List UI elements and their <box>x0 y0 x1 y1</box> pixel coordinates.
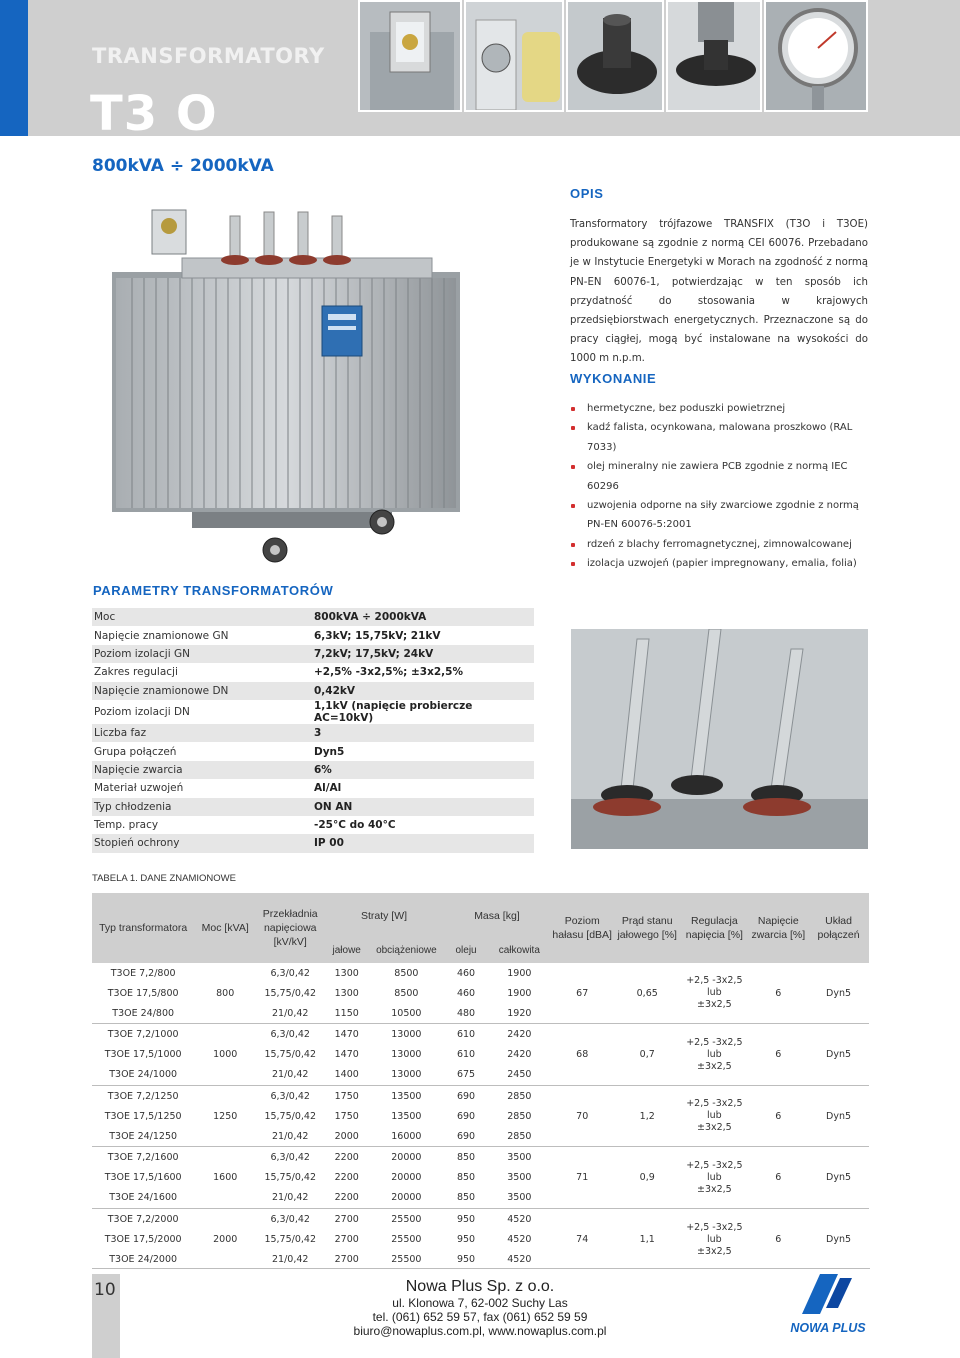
power-range: 800kVA ÷ 2000kVA <box>92 156 274 176</box>
header-accent-bar <box>0 0 28 136</box>
bullet-icon <box>571 562 575 566</box>
cell-typ: T3OE 17,5/1250 <box>104 1110 182 1122</box>
nowa-plus-logo <box>780 1274 876 1340</box>
bullet-icon <box>571 465 575 469</box>
list-item-text: rdzeń z blachy ferromagnetycznej, zimnowalcowanej <box>587 538 852 550</box>
cell-uklad: Dyn5 <box>826 1172 852 1184</box>
param-value: 0,42kV <box>310 682 534 700</box>
cell-prad: 0,9 <box>639 1172 655 1184</box>
opis-heading: OPIS <box>570 186 604 201</box>
cell-jalowe: 1150 <box>334 1007 359 1019</box>
cell-jalowe: 1470 <box>334 1049 359 1061</box>
param-label: Typ chłodzenia <box>92 798 310 816</box>
cell-oleju: 610 <box>456 1029 476 1041</box>
cell-napiecie: 6 <box>775 1172 782 1184</box>
header-photo-3 <box>566 0 664 112</box>
cell-obciazeniowe: 13000 <box>391 1049 422 1061</box>
cell-moc: 800 <box>216 987 235 999</box>
cell-obciazeniowe: 20000 <box>391 1172 422 1184</box>
cell-regulacja: +2,5 -3x2,5 lub ±3x2,5 <box>686 1098 743 1134</box>
param-row <box>92 663 534 681</box>
cell-prad: 1,2 <box>639 1110 655 1122</box>
cell-typ: T3OE 24/1600 <box>109 1192 178 1204</box>
cell-typ: T3OE 17,5/800 <box>107 987 179 999</box>
list-item <box>570 457 870 496</box>
cell-oleju: 950 <box>456 1234 476 1246</box>
cell-obciazeniowe: 13500 <box>391 1090 422 1102</box>
param-value: 6,3kV; 15,75kV; 21kV <box>314 629 441 642</box>
cell-typ: T3OE 17,5/2000 <box>104 1234 182 1246</box>
table-row <box>92 1209 869 1229</box>
col-masa: Masa [kg] <box>444 893 551 939</box>
cell-moc: 1250 <box>213 1110 238 1122</box>
table-caption: TABELA 1. DANE ZNAMIONOWE <box>92 873 236 884</box>
table-row <box>92 1086 869 1106</box>
cell-typ: T3OE 7,2/800 <box>110 967 176 979</box>
cell-calkowita: 2850 <box>507 1110 532 1122</box>
param-value: 7,2kV; 17,5kV; 24kV <box>310 645 534 663</box>
param-label: Napięcie znamionowe GN <box>94 629 229 642</box>
list-item <box>570 418 870 457</box>
cell-calkowita: 2420 <box>507 1029 532 1041</box>
bullet-icon <box>571 543 575 547</box>
param-label: Materiał uzwojeń <box>94 782 184 795</box>
cell-obciazeniowe: 20000 <box>391 1192 422 1204</box>
param-row <box>92 608 534 626</box>
cell-jalowe: 2700 <box>334 1213 359 1225</box>
col-uklad: Układ połączeń <box>808 893 869 963</box>
param-value: 800kVA ÷ 2000kVA <box>310 608 534 626</box>
param-row <box>92 626 534 644</box>
cell-przekladnia: 6,3/0,42 <box>270 1152 310 1164</box>
cell-oleju: 460 <box>456 987 476 999</box>
company-contact: biuro@nowaplus.com.pl, www.nowaplus.com.pl <box>353 1324 607 1338</box>
cell-typ: T3OE 24/2000 <box>109 1254 178 1266</box>
cell-jalowe: 1300 <box>334 987 359 999</box>
cell-przekladnia: 21/0,42 <box>272 1130 309 1142</box>
company-phone: tel. (061) 652 59 57, fax (061) 652 59 59 <box>372 1310 588 1324</box>
cell-poziom: 67 <box>576 987 589 999</box>
param-label: Temp. pracy <box>94 819 159 832</box>
cell-jalowe: 2200 <box>334 1152 359 1164</box>
cell-regulacja: +2,5 -3x2,5 lub ±3x2,5 <box>686 975 743 1011</box>
cell-oleju: 950 <box>456 1213 476 1225</box>
cell-obciazeniowe: 13000 <box>391 1069 422 1081</box>
header-photo-4 <box>666 0 762 112</box>
cell-regulacja: +2,5 -3x2,5 lub ±3x2,5 <box>686 1159 743 1195</box>
param-row <box>92 700 534 724</box>
param-row <box>92 761 534 779</box>
cell-calkowita: 1900 <box>507 987 532 999</box>
cell-przekladnia: 15,75/0,42 <box>264 987 316 999</box>
cell-obciazeniowe: 25500 <box>391 1234 422 1246</box>
cell-calkowita: 1900 <box>507 967 532 979</box>
cell-calkowita: 4520 <box>507 1234 532 1246</box>
cell-obciazeniowe: 8500 <box>394 987 419 999</box>
company-name: Nowa Plus Sp. z o.o. <box>405 1278 555 1295</box>
cell-calkowita: 2850 <box>507 1090 532 1102</box>
cell-calkowita: 1920 <box>507 1007 532 1019</box>
cell-prad: 1,1 <box>639 1234 655 1246</box>
cell-obciazeniowe: 8500 <box>394 967 419 979</box>
col-regulacja: Regulacja napięcia [%] <box>680 893 748 963</box>
cell-oleju: 480 <box>456 1007 476 1019</box>
cell-uklad: Dyn5 <box>826 1110 852 1122</box>
cell-moc: 1600 <box>213 1172 238 1184</box>
page-number: 10 <box>94 1280 116 1300</box>
param-row <box>92 742 534 760</box>
param-value: 6% <box>310 761 534 779</box>
cell-moc: 1000 <box>213 1049 238 1061</box>
table-row <box>92 963 869 983</box>
param-label: Poziom izolacji GN <box>92 645 310 663</box>
cell-calkowita: 3500 <box>507 1172 532 1184</box>
list-item-text: izolacja uzwojeń (papier impregnowany, emalia, folia) <box>587 558 857 570</box>
param-value: Dyn5 <box>314 745 345 758</box>
cell-prad: 0,7 <box>639 1049 655 1061</box>
cell-oleju: 675 <box>456 1069 476 1081</box>
param-row <box>92 724 534 742</box>
cell-oleju: 610 <box>456 1049 476 1061</box>
svg-text:NOWA PLUS: NOWA PLUS <box>790 1321 866 1335</box>
parameters-table <box>92 608 534 853</box>
col-straty: Straty [W] <box>324 893 443 939</box>
cell-obciazeniowe: 25500 <box>391 1254 422 1266</box>
cell-oleju: 850 <box>456 1152 476 1164</box>
transformer-photo <box>92 196 472 568</box>
cell-poziom: 71 <box>576 1172 589 1184</box>
param-value: IP 00 <box>310 834 534 852</box>
header-photo-2 <box>464 0 564 112</box>
cell-calkowita: 2450 <box>507 1069 532 1081</box>
col-jalowe: jałowe <box>324 939 369 963</box>
cell-typ: T3OE 7,2/1000 <box>107 1029 179 1041</box>
param-label: Napięcie znamionowe DN <box>92 682 310 700</box>
list-item-text: kadź falista, ocynkowana, malowana proszkowo (RAL 7033) <box>587 422 853 453</box>
cell-jalowe: 1750 <box>334 1090 359 1102</box>
cell-poziom: 74 <box>576 1234 589 1246</box>
cell-przekladnia: 6,3/0,42 <box>270 967 310 979</box>
header-photo-gauge <box>764 0 868 112</box>
param-row <box>92 834 534 852</box>
cell-calkowita: 2420 <box>507 1049 532 1061</box>
param-value: ON AN <box>310 798 534 816</box>
cell-typ: T3OE 7,2/2000 <box>107 1213 179 1225</box>
cell-przekladnia: 21/0,42 <box>272 1007 309 1019</box>
cell-calkowita: 4520 <box>507 1254 532 1266</box>
cell-oleju: 850 <box>456 1172 476 1184</box>
footer-divider <box>92 1268 870 1269</box>
param-value: 1,1kV (napięcie probiercze AC=10kV) <box>314 699 473 724</box>
cell-oleju: 950 <box>456 1254 476 1266</box>
header-photo-1 <box>358 0 462 112</box>
param-label: Moc <box>92 608 310 626</box>
section-label: TRANSFORMATORY <box>92 44 325 68</box>
cell-jalowe: 1300 <box>334 967 359 979</box>
col-przekladnia: Przekładnia napięciowa [kV/kV] <box>256 893 324 963</box>
list-item <box>570 496 870 515</box>
param-value: 3 <box>310 724 534 742</box>
cell-calkowita: 3500 <box>507 1192 532 1204</box>
cell-uklad: Dyn5 <box>826 1049 852 1061</box>
rating-data-table <box>92 893 869 1270</box>
param-label: Poziom izolacji DN <box>94 705 190 718</box>
cell-przekladnia: 6,3/0,42 <box>270 1213 310 1225</box>
cell-calkowita: 2850 <box>507 1130 532 1142</box>
page-title: T3 O <box>90 86 218 142</box>
parametry-heading: PARAMETRY TRANSFORMATORÓW <box>93 583 334 598</box>
cell-typ: T3OE 17,5/1600 <box>104 1172 182 1184</box>
param-row <box>92 816 534 834</box>
company-address: ul. Klonowa 7, 62-002 Suchy Las <box>392 1296 568 1310</box>
cell-obciazeniowe: 16000 <box>391 1130 422 1142</box>
cell-przekladnia: 15,75/0,42 <box>264 1172 316 1184</box>
cell-oleju: 690 <box>456 1130 476 1142</box>
param-label: Napięcie zwarcia <box>92 761 310 779</box>
cell-oleju: 460 <box>456 967 476 979</box>
param-value: Al/Al <box>314 782 342 795</box>
cell-oleju: 850 <box>456 1192 476 1204</box>
cell-napiecie: 6 <box>775 1049 782 1061</box>
param-row <box>92 645 534 663</box>
cell-typ: T3OE 7,2/1250 <box>107 1090 179 1102</box>
param-value: -25°C do 40°C <box>314 819 396 832</box>
col-typ: Typ transformatora <box>92 893 194 963</box>
wykonanie-list <box>570 399 870 574</box>
cell-typ: T3OE 24/1000 <box>109 1069 178 1081</box>
cell-obciazeniowe: 13500 <box>391 1110 422 1122</box>
cell-jalowe: 2700 <box>334 1234 359 1246</box>
cell-prad: 0,65 <box>636 987 658 999</box>
list-item <box>570 554 870 573</box>
cell-jalowe: 1470 <box>334 1029 359 1041</box>
col-oleju: oleju <box>444 939 489 963</box>
cell-przekladnia: 15,75/0,42 <box>264 1110 316 1122</box>
cell-calkowita: 4520 <box>507 1213 532 1225</box>
cell-przekladnia: 6,3/0,42 <box>270 1029 310 1041</box>
cell-jalowe: 2200 <box>334 1192 359 1204</box>
cell-jalowe: 2700 <box>334 1254 359 1266</box>
bullet-icon <box>571 407 575 411</box>
cell-przekladnia: 15,75/0,42 <box>264 1234 316 1246</box>
cell-obciazeniowe: 13000 <box>391 1029 422 1041</box>
cell-typ: T3OE 17,5/1000 <box>104 1049 182 1061</box>
cell-regulacja: +2,5 -3x2,5 lub ±3x2,5 <box>686 1221 743 1257</box>
col-moc: Moc [kVA] <box>194 893 256 963</box>
cell-poziom: 68 <box>576 1049 589 1061</box>
list-item-text: uzwojenia odporne na siły zwarciowe zgodnie z normą <box>587 500 859 512</box>
list-item-continuation <box>570 515 870 534</box>
list-item-text: PN-EN 60076-5:2001 <box>587 519 692 531</box>
cell-obciazeniowe: 10500 <box>391 1007 422 1019</box>
cell-oleju: 690 <box>456 1110 476 1122</box>
cell-przekladnia: 15,75/0,42 <box>264 1049 316 1061</box>
cell-przekladnia: 21/0,42 <box>272 1254 309 1266</box>
cell-jalowe: 2200 <box>334 1172 359 1184</box>
param-row <box>92 682 534 700</box>
bullet-icon <box>571 504 575 508</box>
cell-napiecie: 6 <box>775 987 782 999</box>
cell-moc: 2000 <box>213 1234 238 1246</box>
col-calkowita: całkowita <box>488 939 550 963</box>
cell-jalowe: 1400 <box>334 1069 359 1081</box>
wykonanie-heading: WYKONANIE <box>570 371 657 386</box>
col-napiecie: Napięcie zwarcia [%] <box>748 893 808 963</box>
cell-przekladnia: 6,3/0,42 <box>270 1090 310 1102</box>
cell-przekladnia: 21/0,42 <box>272 1069 309 1081</box>
table-row <box>92 1025 869 1045</box>
cell-przekladnia: 21/0,42 <box>272 1192 309 1204</box>
param-row <box>92 779 534 797</box>
cell-typ: T3OE 7,2/1600 <box>107 1152 179 1164</box>
cell-calkowita: 3500 <box>507 1152 532 1164</box>
cell-jalowe: 2000 <box>334 1130 359 1142</box>
cell-regulacja: +2,5 -3x2,5 lub ±3x2,5 <box>686 1036 743 1072</box>
cell-oleju: 690 <box>456 1090 476 1102</box>
cell-typ: T3OE 24/1250 <box>109 1130 178 1142</box>
cell-uklad: Dyn5 <box>826 987 852 999</box>
list-item <box>570 535 870 554</box>
col-poziom: Poziom hałasu [dBA] <box>550 893 614 963</box>
param-row <box>92 798 534 816</box>
param-label: Grupa połączeń <box>94 745 177 758</box>
cell-poziom: 70 <box>576 1110 589 1122</box>
param-label: Liczba faz <box>92 724 310 742</box>
cell-napiecie: 6 <box>775 1234 782 1246</box>
bushings-photo <box>571 629 868 849</box>
table-row <box>92 1148 869 1168</box>
param-label: Zakres regulacji <box>94 666 178 679</box>
cell-uklad: Dyn5 <box>826 1234 852 1246</box>
list-item-text: hermetyczne, bez poduszki powietrznej <box>587 403 786 414</box>
cell-napiecie: 6 <box>775 1110 782 1122</box>
list-item <box>570 399 870 418</box>
cell-obciazeniowe: 25500 <box>391 1213 422 1225</box>
param-label: Stopień ochrony <box>92 834 310 852</box>
cell-typ: T3OE 24/800 <box>112 1007 175 1019</box>
cell-jalowe: 1750 <box>334 1110 359 1122</box>
col-obciazeniowe: obciążeniowe <box>369 939 444 963</box>
col-prad: Prąd stanu jałowego [%] <box>614 893 680 963</box>
param-value: +2,5% -3x2,5%; ±3x2,5% <box>314 666 463 679</box>
cell-obciazeniowe: 20000 <box>391 1152 422 1164</box>
list-item-text: olej mineralny nie zawiera PCB zgodnie z normą IEC 60296 <box>587 461 848 492</box>
opis-text: Transformatory trójfazowe TRANSFIX (T3O i T3OE) produkowane są zgodnie z normą CEI 60076. Przebadano je w Instytucie Energetyki w Morach na zgodność z normą PN-EN 60076-1, potwierdzając w ten sposób ich przydatność do stosowania w krajowych przedsiębiorstwach energetycznych. Przeznaczone są do pracy ciągłej, mogą być instalowane na wysokości do 1000 m n.p.m. <box>570 219 868 365</box>
bullet-icon <box>571 426 575 430</box>
